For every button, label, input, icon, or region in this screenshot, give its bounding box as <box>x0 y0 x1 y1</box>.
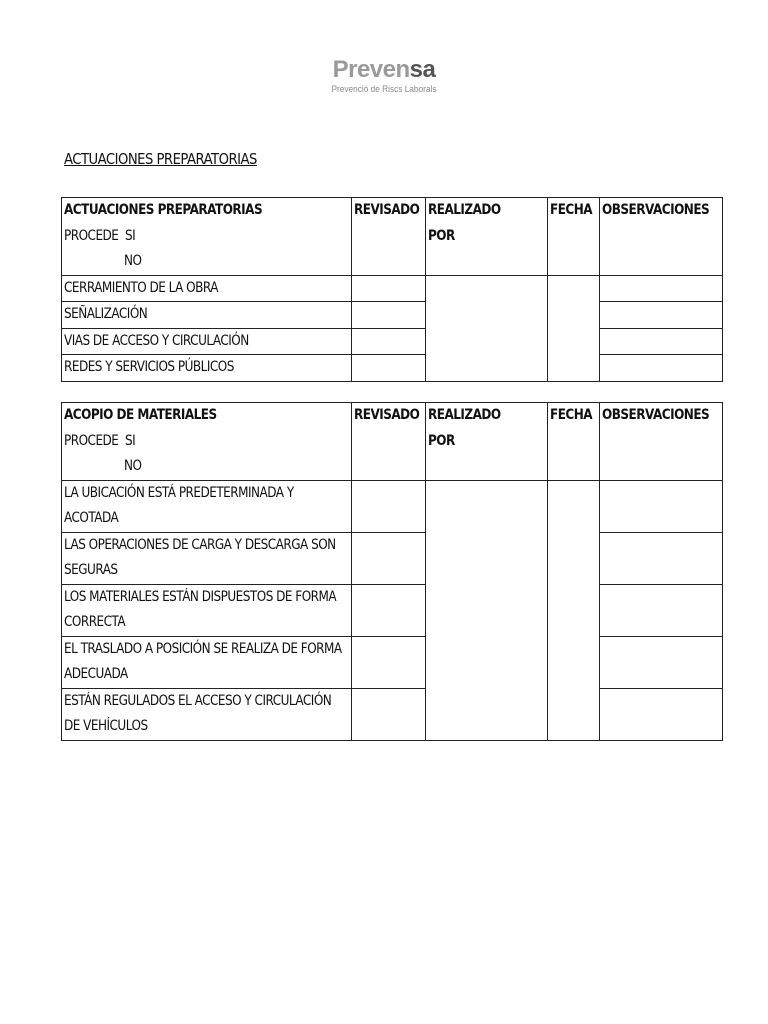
observaciones-cell[interactable] <box>600 355 723 382</box>
row-label: CERRAMIENTO DE LA OBRA <box>62 275 352 302</box>
section-heading: ACTUACIONES PREPARATORIAS <box>64 202 263 218</box>
revisado-cell[interactable] <box>352 302 426 329</box>
fecha-cell[interactable] <box>548 275 600 381</box>
revisado-cell[interactable] <box>352 275 426 302</box>
section-heading: ACOPIO DE MATERIALES <box>64 407 217 423</box>
row-label: EL TRASLADO A POSICIÓN SE REALIZA DE FORMA ADECUADA <box>62 636 352 688</box>
observaciones-cell[interactable] <box>600 275 723 302</box>
company-logo <box>0 56 768 95</box>
observaciones-cell[interactable] <box>600 584 723 636</box>
document-title: ACTUACIONES PREPARATORIAS <box>64 150 257 168</box>
table-row <box>62 636 723 688</box>
observaciones-header: OBSERVACIONES <box>600 198 723 276</box>
section-header-cell <box>62 198 352 276</box>
observaciones-cell[interactable] <box>600 688 723 740</box>
procede-no: NO <box>124 253 142 269</box>
revisado-cell[interactable] <box>352 636 426 688</box>
row-label: REDES Y SERVICIOS PÚBLICOS <box>62 355 352 382</box>
logo-name-suffix: sa <box>409 56 436 83</box>
realizado-por-cell[interactable] <box>426 275 548 381</box>
procede-label: PROCEDE <box>64 432 119 449</box>
procede-label: PROCEDE <box>64 227 119 244</box>
revisado-cell[interactable] <box>352 688 426 740</box>
table-row <box>62 480 723 532</box>
row-label: LAS OPERACIONES DE CARGA Y DESCARGA SON SEGURAS <box>62 532 352 584</box>
realizado-por-header: REALIZADO POR <box>426 403 548 481</box>
row-label: LOS MATERIALES ESTÁN DISPUESTOS DE FORMA CORRECTA <box>62 584 352 636</box>
table-row <box>62 584 723 636</box>
section-header-cell <box>62 403 352 481</box>
procede-si: SI <box>125 227 136 244</box>
table-row <box>62 328 723 355</box>
observaciones-cell[interactable] <box>600 480 723 532</box>
row-label: SEÑALIZACIÓN <box>62 302 352 329</box>
fecha-header: FECHA <box>548 403 600 481</box>
procede-no: NO <box>124 458 142 474</box>
realizado-por-cell[interactable] <box>426 480 548 740</box>
observaciones-cell[interactable] <box>600 636 723 688</box>
row-label: VIAS DE ACCESO Y CIRCULACIÓN <box>62 328 352 355</box>
row-label: ESTÁN REGULADOS EL ACCESO Y CIRCULACIÓN DE VEHÍCULOS <box>62 688 352 740</box>
table-row <box>62 532 723 584</box>
fecha-header: FECHA <box>548 198 600 276</box>
table-header-row <box>62 198 723 276</box>
fecha-cell[interactable] <box>548 480 600 740</box>
observaciones-cell[interactable] <box>600 532 723 584</box>
revisado-cell[interactable] <box>352 584 426 636</box>
table-row <box>62 275 723 302</box>
logo-tagline: Prevenció de Riscs Laborals <box>331 84 437 94</box>
table-row <box>62 355 723 382</box>
acopio-materiales-table <box>61 402 723 741</box>
procede-si: SI <box>125 432 136 449</box>
realizado-por-header: REALIZADO POR <box>426 198 548 276</box>
revisado-cell[interactable] <box>352 328 426 355</box>
table-row <box>62 688 723 740</box>
table-header-row <box>62 403 723 481</box>
row-label: LA UBICACIÓN ESTÁ PREDETERMINADA Y ACOTADA <box>62 480 352 532</box>
logo-name-main: Preven <box>332 56 410 83</box>
logo-name <box>0 56 768 84</box>
table-row <box>62 302 723 329</box>
revisado-cell[interactable] <box>352 532 426 584</box>
observaciones-cell[interactable] <box>600 328 723 355</box>
observaciones-header: OBSERVACIONES <box>600 403 723 481</box>
revisado-header: REVISADO <box>352 198 426 276</box>
observaciones-cell[interactable] <box>600 302 723 329</box>
revisado-cell[interactable] <box>352 355 426 382</box>
revisado-cell[interactable] <box>352 480 426 532</box>
revisado-header: REVISADO <box>352 403 426 481</box>
actuaciones-preparatorias-table <box>61 197 723 382</box>
